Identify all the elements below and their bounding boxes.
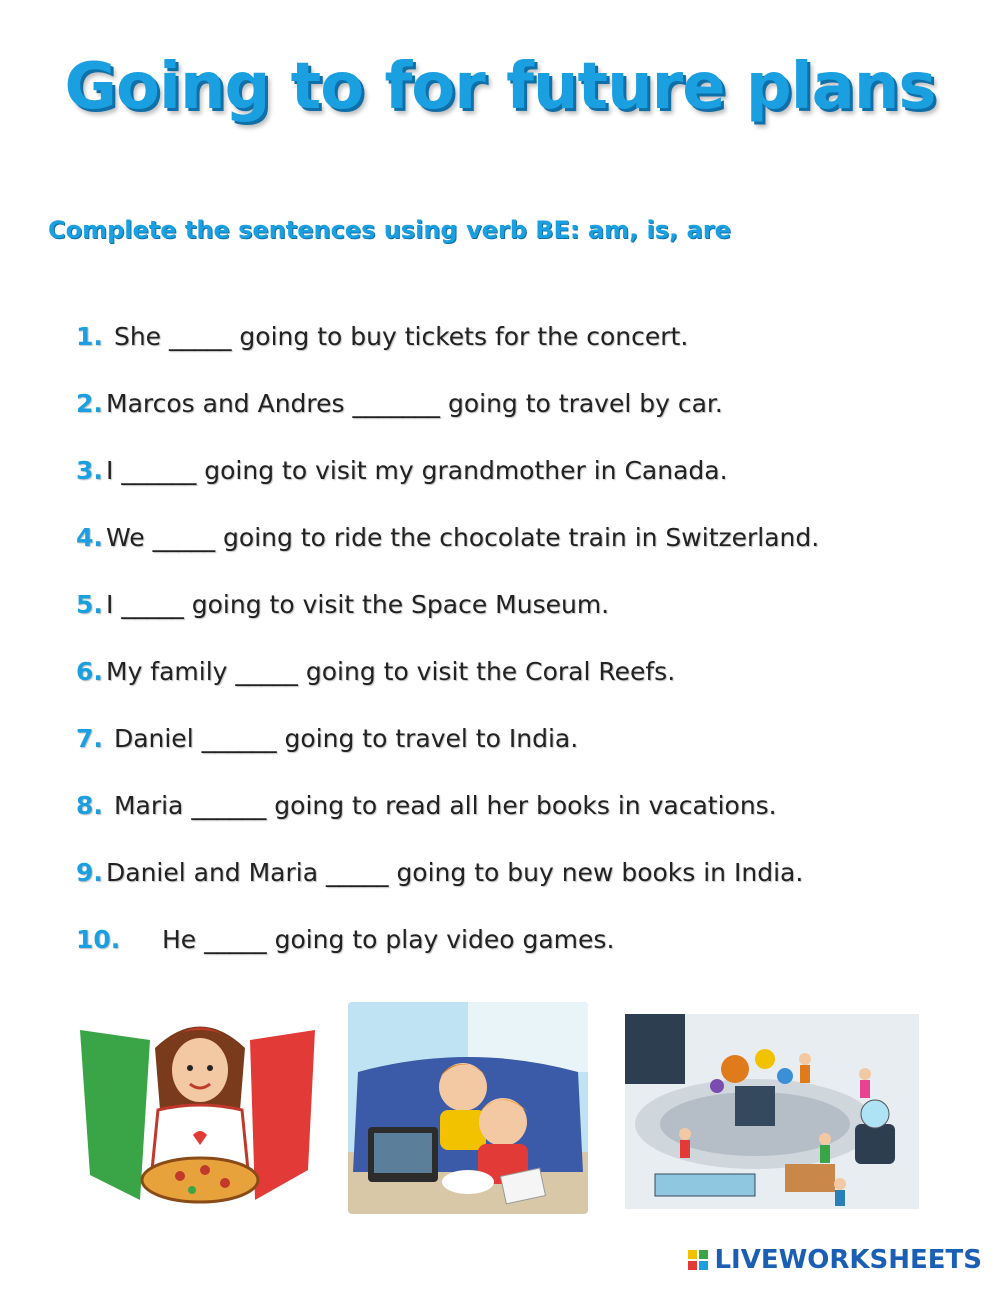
- question-item: [76, 657, 819, 724]
- question-text: She _____ going to buy tickets for the concert.: [106, 322, 689, 351]
- question-item: [76, 389, 819, 456]
- question-item: [76, 925, 819, 992]
- question-item: [76, 590, 819, 657]
- question-number: 3.: [76, 456, 103, 485]
- video-games-illustration: [348, 1002, 588, 1214]
- brand-footer: [688, 1245, 982, 1275]
- question-number: 1.: [76, 322, 103, 351]
- question-text: I ______ going to visit my grandmother in Canada.: [106, 456, 728, 485]
- question-item: [76, 523, 819, 590]
- question-text: Daniel ______ going to travel to India.: [106, 724, 579, 753]
- question-number: 6.: [76, 657, 103, 686]
- question-text: Maria ______ going to read all her books in vacations.: [106, 791, 777, 820]
- question-text: Marcos and Andres _______ going to travel by car.: [106, 389, 723, 418]
- question-number: 4.: [76, 523, 103, 552]
- pizza-chef-illustration: [80, 1000, 320, 1215]
- question-list: [76, 322, 819, 992]
- question-number: 7.: [76, 724, 103, 753]
- question-item: [76, 858, 819, 925]
- space-museum-illustration: [625, 1014, 919, 1209]
- question-number: 8.: [76, 791, 103, 820]
- question-text: My family _____ going to visit the Coral Reefs.: [106, 657, 676, 686]
- page-title: Going to for future plans: [64, 50, 936, 124]
- question-text: We _____ going to ride the chocolate train in Switzerland.: [106, 523, 820, 552]
- question-item: [76, 724, 819, 791]
- brand-name: LIVEWORKSHEETS: [714, 1245, 982, 1275]
- question-text: Daniel and Maria _____ going to buy new books in India.: [106, 858, 804, 887]
- question-number: 2.: [76, 389, 103, 418]
- question-item: [76, 456, 819, 523]
- question-text: I _____ going to visit the Space Museum.: [106, 590, 610, 619]
- illustrations: [0, 1000, 1000, 1220]
- question-number: 10.: [76, 925, 121, 954]
- question-item: [76, 791, 819, 858]
- liveworksheets-logo-icon: [688, 1250, 708, 1270]
- question-number: 9.: [76, 858, 103, 887]
- question-number: 5.: [76, 590, 103, 619]
- instructions: Complete the sentences using verb BE: am, is, are: [48, 216, 731, 244]
- question-item: [76, 322, 819, 389]
- question-text: He _____ going to play video games.: [162, 925, 615, 954]
